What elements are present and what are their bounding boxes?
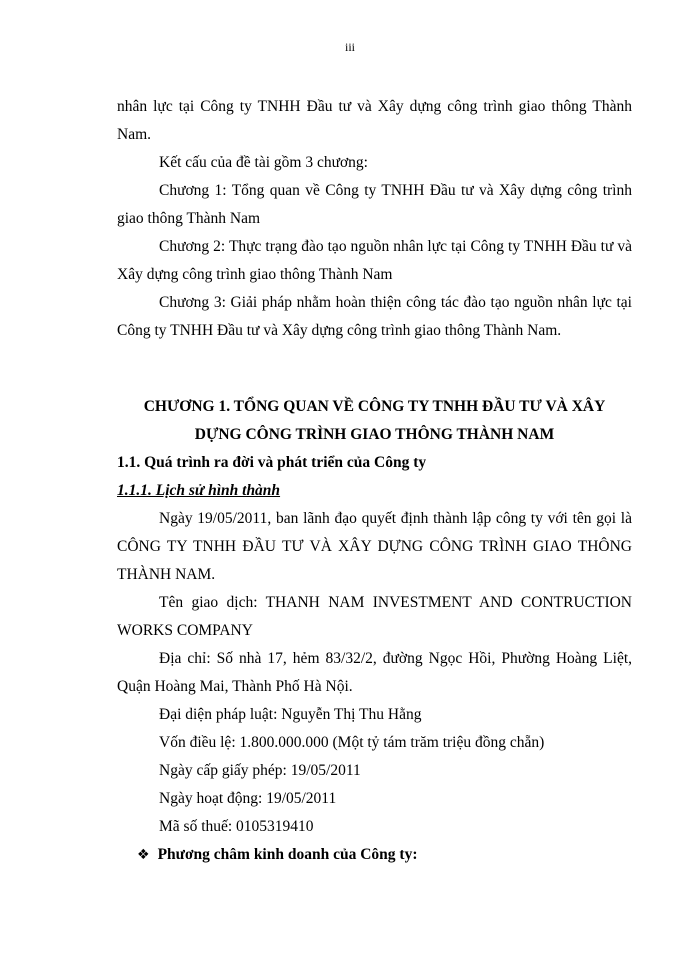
- structure-sentence: Kết cấu của đề tài gồm 3 chương:: [159, 154, 368, 171]
- document-body: [117, 93, 632, 869]
- chapter-title: [117, 393, 632, 449]
- address: Địa chỉ: Số nhà 17, hẻm 83/32/2, đường Ngọc Hồi, Phường Hoàng Liệt, Quận Hoàng Mai, Thành Phố Hà Nội.: [117, 650, 632, 695]
- section-heading: 1.1. Quá trình ra đời và phát triển của Công ty: [117, 454, 427, 471]
- chapter-summary-2: Chương 2: Thực trạng đào tạo nguồn nhân lực tại Công ty TNHH Đầu tư và Xây dựng công trình giao thông Thành Nam: [117, 238, 632, 283]
- founding-paragraph: Ngày 19/05/2011, ban lãnh đạo quyết định thành lập công ty với tên gọi là CÔNG TY TNHH ĐẦU TƯ VÀ XÂY DỰNG CÔNG TRÌNH GIAO THÔNG THÀNH NAM.: [117, 510, 632, 583]
- chapter-title-line-1: CHƯƠNG 1. TỔNG QUAN VỀ CÔNG TY TNHH ĐẦU TƯ VÀ XÂY: [143, 398, 606, 415]
- license-date: Ngày cấp giấy phép: 19/05/2011: [159, 762, 361, 779]
- tax-code: Mã số thuế: 0105319410: [159, 818, 314, 835]
- diamond-bullet-icon: ❖: [137, 847, 150, 863]
- motto-heading-line: [117, 841, 632, 869]
- charter-capital: Vốn điều lệ: 1.800.000.000 (Một tỷ tám trăm triệu đồng chẵn): [159, 734, 545, 751]
- legal-representative: Đại diện pháp luật: Nguyễn Thị Thu Hằng: [159, 706, 422, 723]
- motto-heading: Phương châm kinh doanh của Công ty:: [157, 846, 418, 863]
- subsection-heading: 1.1.1. Lịch sử hình thành: [117, 482, 281, 499]
- operation-date: Ngày hoạt động: 19/05/2011: [159, 790, 337, 807]
- intro-continuation: nhân lực tại Công ty TNHH Đầu tư và Xây dựng công trình giao thông Thành Nam.: [117, 98, 632, 143]
- trade-name: Tên giao dịch: THANH NAM INVESTMENT AND CONTRUCTION WORKS COMPANY: [117, 594, 632, 639]
- chapter-title-line-2: DỰNG CÔNG TRÌNH GIAO THÔNG THÀNH NAM: [194, 426, 555, 443]
- chapter-summary-1: Chương 1: Tổng quan về Công ty TNHH Đầu tư và Xây dựng công trình giao thông Thành Nam: [117, 182, 632, 227]
- page-number: iii: [344, 40, 355, 54]
- chapter-summary-3: Chương 3: Giải pháp nhằm hoàn thiện công tác đào tạo nguồn nhân lực tại Công ty TNHH Đầu tư và Xây dựng công trình giao thông Thành Nam.: [117, 294, 632, 339]
